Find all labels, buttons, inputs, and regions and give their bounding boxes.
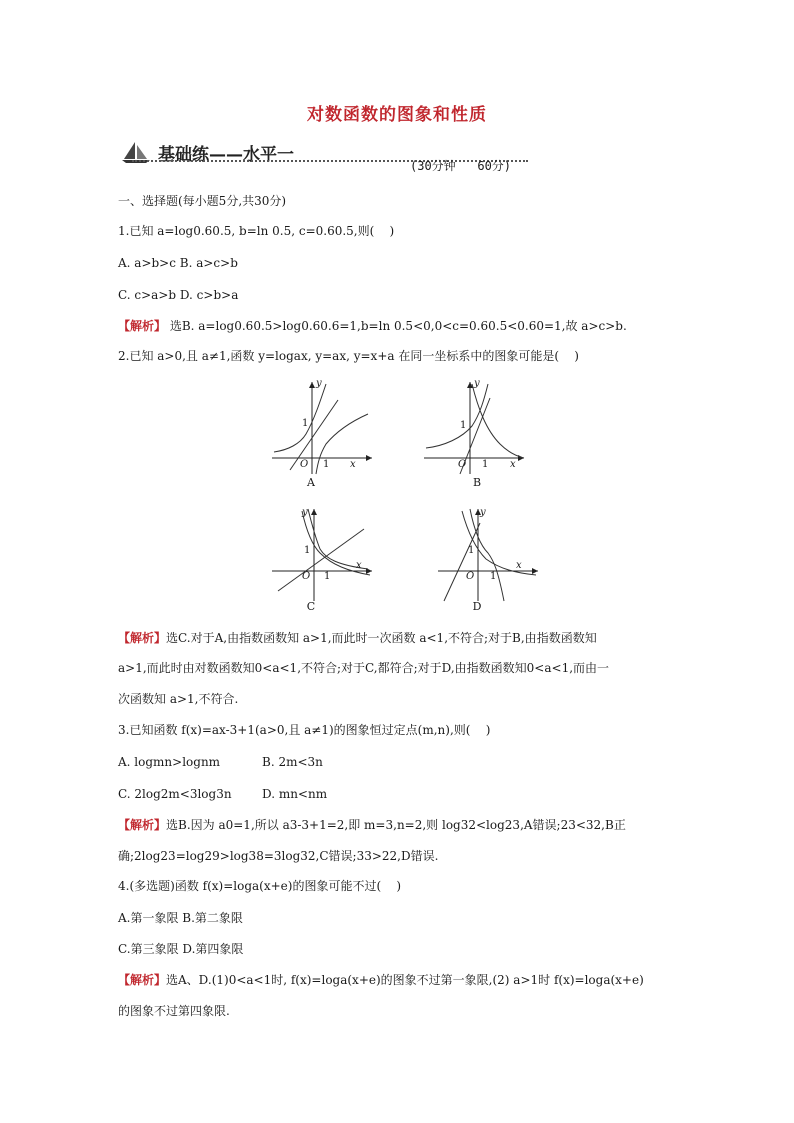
- q2-solution-line3: 次函数知 a>1,不符合.: [118, 692, 239, 706]
- solution-label: 【解析】: [118, 973, 167, 987]
- q3-option-a: A. logmn>lognm: [118, 755, 221, 769]
- q3-solution-line2: 确;2log23=log29>log38=3log32,C错误;33>22,D错误.: [118, 849, 439, 863]
- q1-stem: 1.已知 a=log0.60.5, b=ln 0.5, c=0.60.5,则( ): [118, 224, 395, 238]
- q3-option-c: C. 2log2m<3log3n: [118, 787, 232, 801]
- graph-a-label: A: [307, 476, 315, 489]
- q4-solution-line1: 【解析】选A、D.(1)0<a<1时, f(x)=loga(x+e)的图象不过第一象限,(2) a>1时 f(x)=loga(x+e): [118, 973, 644, 987]
- q3-option-b: B. 2m<3n: [262, 755, 323, 769]
- q2-solution-line1: 【解析】选C.对于A,由指数函数知 a>1,而此时一次函数 a<1,不符合;对于B,由指数函数知: [118, 631, 597, 645]
- graph-c-label: C: [306, 600, 316, 613]
- q4-options-cd: C.第三象限 D.第四象限: [118, 942, 244, 956]
- graph-a: y x O 1 1: [268, 378, 380, 498]
- graph-d-label: D: [472, 600, 482, 613]
- solution-label: 【解析】: [118, 818, 167, 832]
- graph-b: y x O 1 1: [420, 378, 532, 498]
- page-title: 对数函数的图象和性质: [307, 105, 487, 125]
- q3-option-d: D. mn<nm: [262, 787, 328, 801]
- q4-stem: 4.(多选题)函数 f(x)=loga(x+e)的图象可能不过( ): [118, 879, 402, 893]
- q1-stem-text: a=log0.60.5, b=ln 0.5, c=0.60.5,则( ): [157, 224, 395, 238]
- graph-c: y x O 1 1: [268, 505, 380, 625]
- q1-options-ab: A. a>b>c B. a>c>b: [118, 256, 238, 270]
- graph-d: y x O 1 1: [434, 505, 546, 625]
- section-time: (30分钟 60分): [410, 159, 512, 173]
- section-title: 基础练——水平一: [158, 145, 294, 165]
- q2-stem: 2.已知 a>0,且 a≠1,函数 y=logax, y=ax, y=x+a 在同一坐标系中的图象可能是( ): [118, 349, 579, 363]
- q2-solution-line2: a>1,而此时由对数函数知0<a<1,不符合;对于C,都符合;对于D,由指数函数知0<a<1,而由一: [118, 661, 610, 675]
- q3-solution-line1: 【解析】选B.因为 a0=1,所以 a3-3+1=2,即 m=3,n=2,则 log32<log23,A错误;23<32,B正: [118, 818, 626, 832]
- q3-stem: 3.已知函数 f(x)=ax-3+1(a>0,且 a≠1)的图象恒过定点(m,n),则( ): [118, 723, 491, 737]
- part1-heading: 一、选择题(每小题5分,共30分): [118, 194, 287, 208]
- q1-options-cd: C. c>a>b D. c>b>a: [118, 288, 239, 302]
- q4-options-ab: A.第一象限 B.第二象限: [118, 911, 243, 925]
- solution-label: 【解析】: [118, 319, 167, 333]
- q4-solution-line2: 的图象不过第四象限.: [118, 1004, 230, 1018]
- graph-b-label: B: [472, 476, 482, 489]
- q1-solution: 【解析】 选B. a=log0.60.5>log0.60.6=1,b=ln 0.5<0,0<c=0.60.5<0.60=1,故 a>c>b.: [118, 319, 627, 333]
- solution-label: 【解析】: [118, 631, 167, 645]
